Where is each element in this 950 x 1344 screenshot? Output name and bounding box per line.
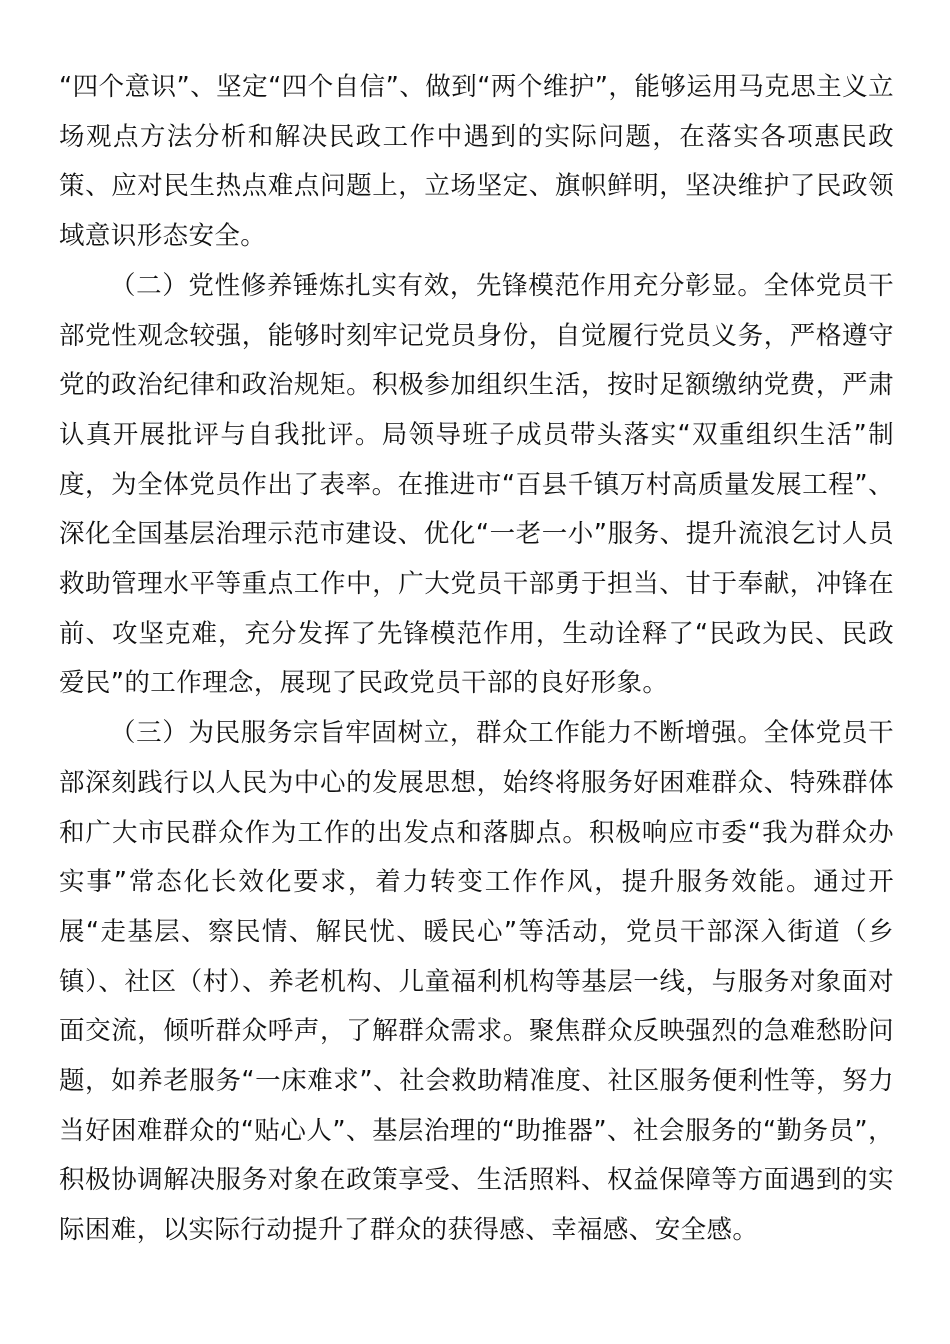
paragraph-continuation: “四个意识”、坚定“四个自信”、做到“两个维护”，能够运用马克思主义立场观点方法分析和解决民政工作中遇到的实际问题，在落实各项惠民政策、应对民生热点难点问题上，立场坚定、旗帜鲜明，坚决维护了民政领域意识形态安全。 xyxy=(59,72,894,252)
paragraph-section-3: （三）为民服务宗旨牢固树立，群众工作能力不断增强。全体党员干部深刻践行以人民为中心的发展思想，始终将服务好困难群众、特殊群体和广大市民群众作为工作的出发点和落脚点。积极响应市委“我为群众办实事”常态化长效化要求，着力转变工作作风，提升服务效能。通过开展“走基层、察民情、解民忧、暖民心”等活动，党员干部深入街道（乡镇）、社区（村）、养老机构、儿童福利机构等基层一线，与服务对象面对面交流，倾听群众呼声，了解群众需求。聚焦群众反映强烈的急难愁盼问题，如养老服务“一床难求”、社会救助精准度、社区服务便利性等，努力当好困难群众的“贴心人”、基层治理的“助推器”、社会服务的“勤务员”，积极协调解决服务对象在政策享受、生活照料、权益保障等方面遇到的实际困难，以实际行动提升了群众的获得感、幸福感、安全感。 xyxy=(59,718,894,1246)
document-page xyxy=(59,63,894,1256)
paragraph-section-2: （二）党性修养锤炼扎实有效，先锋模范作用充分彰显。全体党员干部党性观念较强，能够时刻牢记党员身份，自觉履行党员义务，严格遵守党的政治纪律和政治规矩。积极参加组织生活，按时足额缴纳党费，严肃认真开展批评与自我批评。局领导班子成员带头落实“双重组织生活”制度，为全体党员作出了表率。在推进市“百县千镇万村高质量发展工程”、深化全国基层治理示范市建设、优化“一老一小”服务、提升流浪乞讨人员救助管理水平等重点工作中，广大党员干部勇于担当、甘于奉献，冲锋在前、攻坚克难，充分发挥了先锋模范作用，生动诠释了“民政为民、民政爱民”的工作理念，展现了民政党员干部的良好形象。 xyxy=(59,270,894,699)
